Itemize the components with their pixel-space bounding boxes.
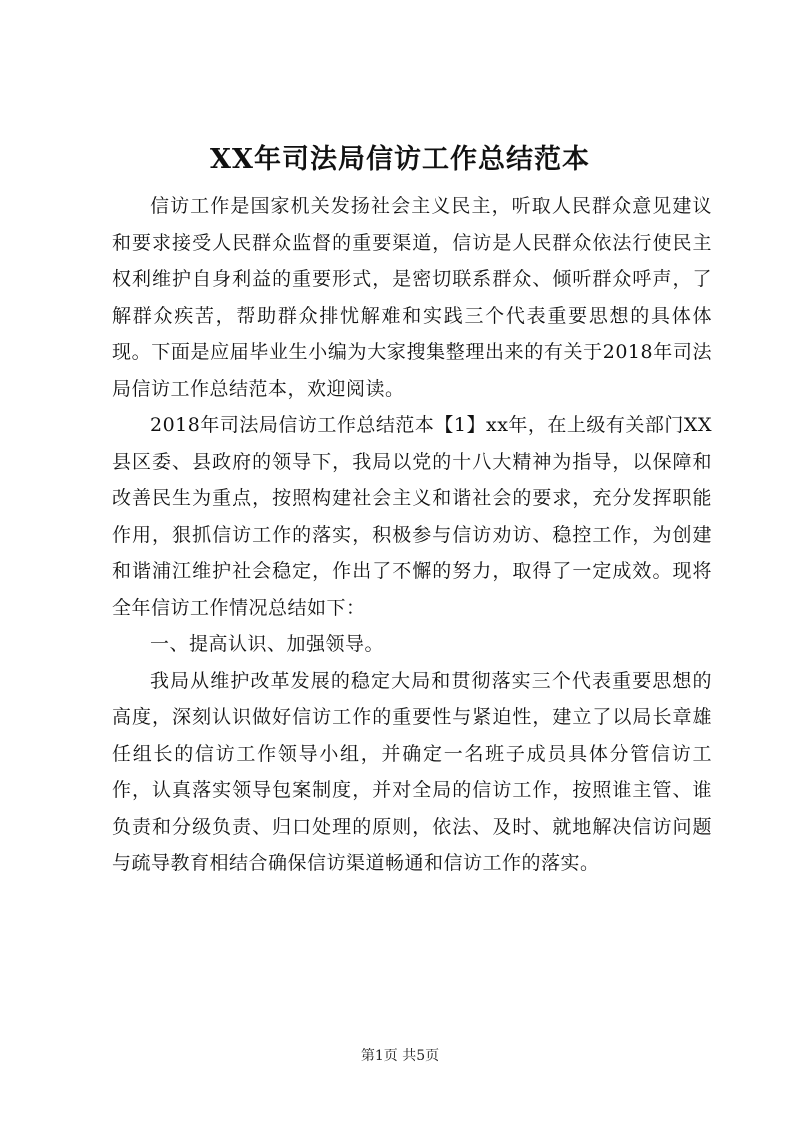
paragraph-intro: 信访工作是国家机关发扬社会主义民主，听取人民群众意见建议和要求接受人民群众监督的重要渠道，信访是人民群众依法行使民主权利维护自身利益的重要形式，是密切联系群众、倾听群众呼声，了解群众疾苦，帮助群众排忧解难和实践三个代表重要思想的具体体现。下面是应届毕业生小编为大家搜集整理出来的有关于2018年司法局信访工作总结范本，欢迎阅读。 <box>112 195 712 400</box>
document-body <box>112 188 712 882</box>
paragraph-section-one: 我局从维护改革发展的稳定大局和贯彻落实三个代表重要思想的高度，深刻认识做好信访工作的重要性与紧迫性，建立了以局长章雄任组长的信访工作领导小组，并确定一名班子成员具体分管信访工作，认真落实领导包案制度，并对全局的信访工作，按照谁主管、谁负责和分级负责、归口处理的原则，依法、及时、就地解决信访问题与疏导教育相结合确保信访渠道畅通和信访工作的落实。 <box>112 669 712 874</box>
section-heading: 一、提高认识、加强领导。 <box>150 633 385 655</box>
page-footer: 第1页 共5页 <box>360 1048 440 1064</box>
paragraph-summary: 2018年司法局信访工作总结范本【1】xx年，在上级有关部门XX县区委、县政府的领导下，我局以党的十八大精神为指导，以保障和改善民生为重点，按照构建社会主义和谐社会的要求，充分发挥职能作用，狠抓信访工作的落实，积极参与信访劝访、稳控工作，为创建和谐浦江维护社会稳定，作出了不懈的努力，取得了一定成效。现将全年信访工作情况总结如下： <box>112 414 712 619</box>
document-title: XX年司法局信访工作总结范本 <box>210 144 590 175</box>
